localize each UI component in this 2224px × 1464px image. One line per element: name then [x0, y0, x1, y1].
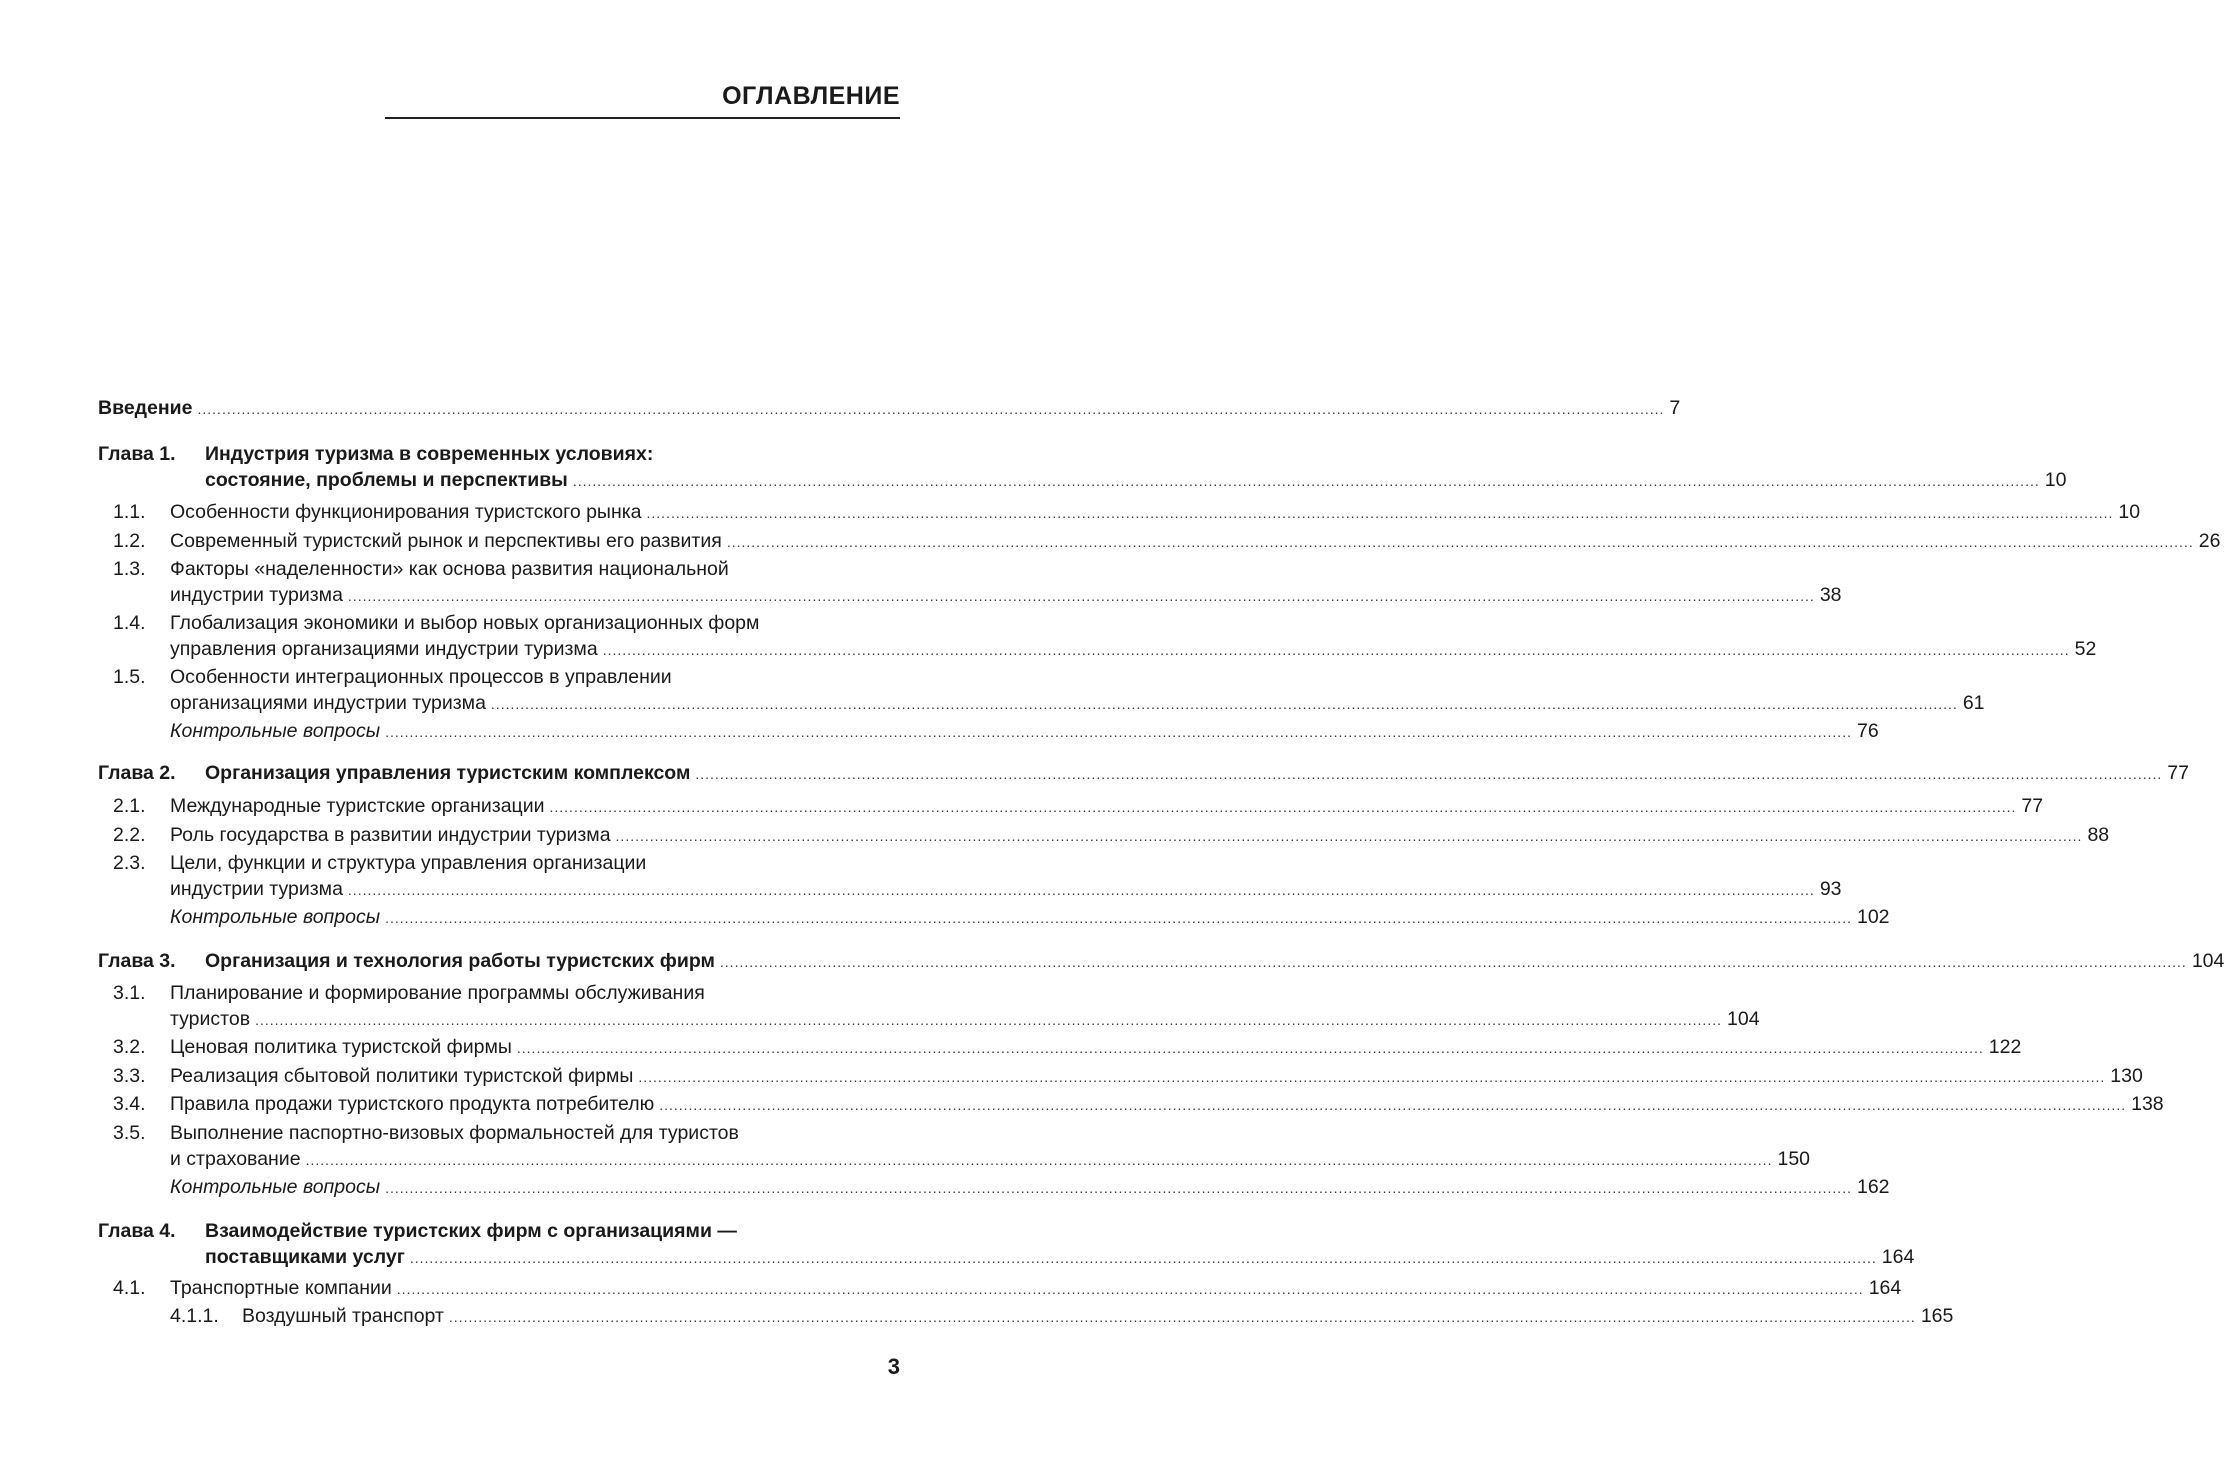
entry-title[interactable]: индустрии туризма	[170, 584, 343, 606]
entry-title[interactable]: и страхование	[170, 1148, 301, 1170]
dot-leader: ............................................................................................................................................................................................................................................................................................................	[695, 766, 2163, 782]
toc-entry-line	[0, 441, 900, 467]
entry-title[interactable]: Правила продажи туристского продукта потребителю	[170, 1093, 655, 1115]
entry-number: Глава 4.	[98, 1220, 176, 1242]
entry-number: 1.4.	[113, 612, 146, 634]
entry-page-number[interactable]: 93	[1819, 878, 1842, 900]
dot-leader: ............................................................................................................................................................................................................................................................................................................	[602, 642, 2070, 658]
entry-page-number[interactable]: 76	[1856, 720, 1879, 742]
entry-title[interactable]: Воздушный транспорт	[242, 1305, 444, 1327]
dot-leader: ............................................................................................................................................................................................................................................................................................................	[572, 473, 2040, 489]
entry-page-number[interactable]: 10	[2044, 469, 2067, 491]
entry-number: 1.5.	[113, 666, 146, 688]
toc-entry-line	[0, 1303, 1954, 1329]
entry-title[interactable]: Современный туристский рынок и перспективы его развития	[170, 530, 722, 552]
entry-page-number[interactable]: 77	[2021, 795, 2044, 817]
entry-number: 1.2.	[113, 530, 146, 552]
entry-page-number[interactable]: 104	[2191, 950, 2224, 972]
dot-leader: ............................................................................................................................................................................................................................................................................................................	[347, 588, 1815, 604]
entry-page-number[interactable]: 150	[1777, 1148, 1811, 1170]
entry-title[interactable]: Выполнение паспортно-визовых формальностей для туристов	[170, 1122, 739, 1144]
toc-entry-line	[0, 556, 900, 582]
dot-leader: ............................................................................................................................................................................................................................................................................................................	[396, 1281, 1864, 1297]
toc-entry-line	[0, 395, 1681, 421]
toc-title: ОГЛАВЛЕНИЕ	[722, 82, 900, 110]
entry-title[interactable]: Роль государства в развитии индустрии туризма	[170, 824, 611, 846]
entry-page-number[interactable]: 10	[2118, 501, 2141, 523]
toc-entry-line	[0, 636, 2097, 662]
dot-leader: ............................................................................................................................................................................................................................................................................................................	[646, 505, 2114, 521]
entry-title[interactable]: управления организациями индустрии туризма	[170, 638, 598, 660]
entry-title[interactable]: Цели, функции и структура управления организации	[170, 852, 647, 874]
entry-title[interactable]: Глобализация экономики и выбор новых организационных форм	[170, 612, 760, 634]
entry-page-number[interactable]: 102	[1856, 906, 1890, 928]
dot-leader: ............................................................................................................................................................................................................................................................................................................	[638, 1069, 2106, 1085]
dot-leader: ............................................................................................................................................................................................................................................................................................................	[516, 1040, 1984, 1056]
entry-number: 2.1.	[113, 795, 146, 817]
entry-title[interactable]: Организация и технология работы туристских фирм	[205, 950, 715, 972]
toc-entry-line	[0, 690, 1985, 716]
entry-number: 3.5.	[113, 1122, 146, 1144]
dot-leader: ............................................................................................................................................................................................................................................................................................................	[549, 799, 2017, 815]
entry-page-number[interactable]: 130	[2110, 1065, 2143, 1087]
entry-page-number[interactable]: 26	[2198, 530, 2221, 552]
entry-number: 3.3.	[113, 1065, 146, 1087]
toc-entry-line	[0, 528, 2221, 554]
entry-number: 1.1.	[113, 501, 146, 523]
dot-leader: ............................................................................................................................................................................................................................................................................................................	[448, 1309, 1916, 1325]
toc-entry-line	[0, 582, 1842, 608]
toc-entry-line	[0, 793, 2044, 819]
dot-leader: ............................................................................................................................................................................................................................................................................................................	[305, 1152, 1773, 1168]
page-number: 3	[887, 1354, 900, 1379]
entry-number: 3.2.	[113, 1036, 146, 1058]
entry-title[interactable]: Международные туристские организации	[170, 795, 545, 817]
entry-title[interactable]: Организация управления туристским комплексом	[205, 762, 691, 784]
toc-entry-line	[0, 467, 2067, 493]
entry-number: Глава 1.	[98, 443, 176, 465]
toc-entry-line	[0, 1006, 1760, 1032]
toc-entry-line	[0, 1120, 900, 1146]
entry-number: 1.3.	[113, 558, 146, 580]
dot-leader: ............................................................................................................................................................................................................................................................................................................	[490, 696, 1958, 712]
toc-entry-line	[0, 1091, 2164, 1117]
toc-entry-line	[0, 1275, 1902, 1301]
entry-page-number[interactable]: 88	[2087, 824, 2110, 846]
entry-title[interactable]: состояние, проблемы и перспективы	[205, 469, 568, 491]
toc-entry-line	[0, 1146, 1811, 1172]
dot-leader: ............................................................................................................................................................................................................................................................................................................	[197, 401, 1665, 417]
dot-leader: ............................................................................................................................................................................................................................................................................................................	[347, 882, 1815, 898]
entry-title[interactable]: поставщиками услуг	[205, 1246, 405, 1268]
entry-page-number[interactable]: 138	[2131, 1093, 2164, 1115]
entry-title[interactable]: Введение	[98, 397, 193, 419]
entry-title[interactable]: Контрольные вопросы	[170, 1176, 381, 1198]
entry-page-number[interactable]: 38	[1819, 584, 1842, 606]
toc-entry-line	[0, 822, 2110, 848]
dot-leader: ............................................................................................................................................................................................................................................................................................................	[255, 1012, 1722, 1028]
dot-leader: ............................................................................................................................................................................................................................................................................................................	[385, 1180, 1852, 1196]
entry-title[interactable]: Факторы «наделенности» как основа развития национальной	[170, 558, 729, 580]
dot-leader: ............................................................................................................................................................................................................................................................................................................	[726, 534, 2194, 550]
dot-leader: ............................................................................................................................................................................................................................................................................................................	[615, 828, 2083, 844]
entry-page-number[interactable]: 7	[1669, 397, 1681, 419]
entry-page-number[interactable]: 165	[1920, 1305, 1954, 1327]
toc-entry-line	[0, 904, 1890, 930]
entry-title[interactable]: Контрольные вопросы	[170, 906, 381, 928]
entry-page-number[interactable]: 61	[1962, 692, 1985, 714]
toc-entry-line	[0, 980, 900, 1006]
entry-page-number[interactable]: 104	[1727, 1008, 1760, 1030]
toc-entry-line	[0, 610, 900, 636]
toc-entry-line	[0, 876, 1842, 902]
entry-title[interactable]: Индустрия туризма в современных условиях:	[205, 443, 654, 465]
entry-page-number[interactable]: 162	[1856, 1176, 1890, 1198]
toc-entry-line	[0, 1244, 1915, 1270]
entry-number: 2.2.	[113, 824, 146, 846]
dot-leader: ............................................................................................................................................................................................................................................................................................................	[385, 910, 1852, 926]
entry-number: 3.4.	[113, 1093, 146, 1115]
entry-title[interactable]: индустрии туризма	[170, 878, 343, 900]
entry-number: 4.1.1.	[170, 1305, 219, 1327]
toc-entry-line	[0, 664, 900, 690]
entry-page-number[interactable]: 122	[1988, 1036, 2022, 1058]
entry-title[interactable]: Транспортные компании	[170, 1277, 392, 1299]
entry-title[interactable]: Взаимодействие туристских фирм с организациями —	[205, 1220, 737, 1242]
entry-title[interactable]: организациями индустрии туризма	[170, 692, 486, 714]
entry-number: 2.3.	[113, 852, 146, 874]
entry-title[interactable]: Особенности интеграционных процессов в управлении	[170, 666, 672, 688]
entry-title[interactable]: Ценовая политика туристской фирмы	[170, 1036, 512, 1058]
entry-title[interactable]: Особенности функционирования туристского рынка	[170, 501, 642, 523]
entry-number: Глава 3.	[98, 950, 176, 972]
entry-page-number[interactable]: 164	[1868, 1277, 1902, 1299]
toc-entry-line	[0, 499, 2141, 525]
dot-leader: ............................................................................................................................................................................................................................................................................................................	[409, 1250, 1877, 1266]
dot-leader: ............................................................................................................................................................................................................................................................................................................	[659, 1097, 2127, 1113]
entry-page-number[interactable]: 164	[1881, 1246, 1915, 1268]
entry-title[interactable]: Контрольные вопросы	[170, 720, 381, 742]
entry-title[interactable]: Планирование и формирование программы обслуживания	[170, 982, 705, 1004]
entry-page-number[interactable]: 52	[2074, 638, 2097, 660]
entry-number: 3.1.	[113, 982, 146, 1004]
toc-entry-line	[0, 1174, 1890, 1200]
entry-title[interactable]: туристов	[170, 1008, 251, 1030]
toc-entry-line	[0, 1063, 2143, 1089]
entry-number: 4.1.	[113, 1277, 146, 1299]
toc-entry-line	[0, 760, 2189, 786]
toc-entry-line	[0, 1034, 2022, 1060]
dot-leader: ............................................................................................................................................................................................................................................................................................................	[719, 954, 2187, 970]
toc-entry-line	[0, 850, 900, 876]
dot-leader: ............................................................................................................................................................................................................................................................................................................	[385, 724, 1852, 740]
title-rule	[385, 117, 900, 119]
toc-entry-line	[0, 948, 2224, 974]
toc-entry-line	[0, 1218, 900, 1244]
entry-page-number[interactable]: 77	[2167, 762, 2189, 784]
entry-number: Глава 2.	[98, 762, 176, 784]
toc-entry-line	[0, 718, 1879, 744]
entry-title[interactable]: Реализация сбытовой политики туристской фирмы	[170, 1065, 634, 1087]
